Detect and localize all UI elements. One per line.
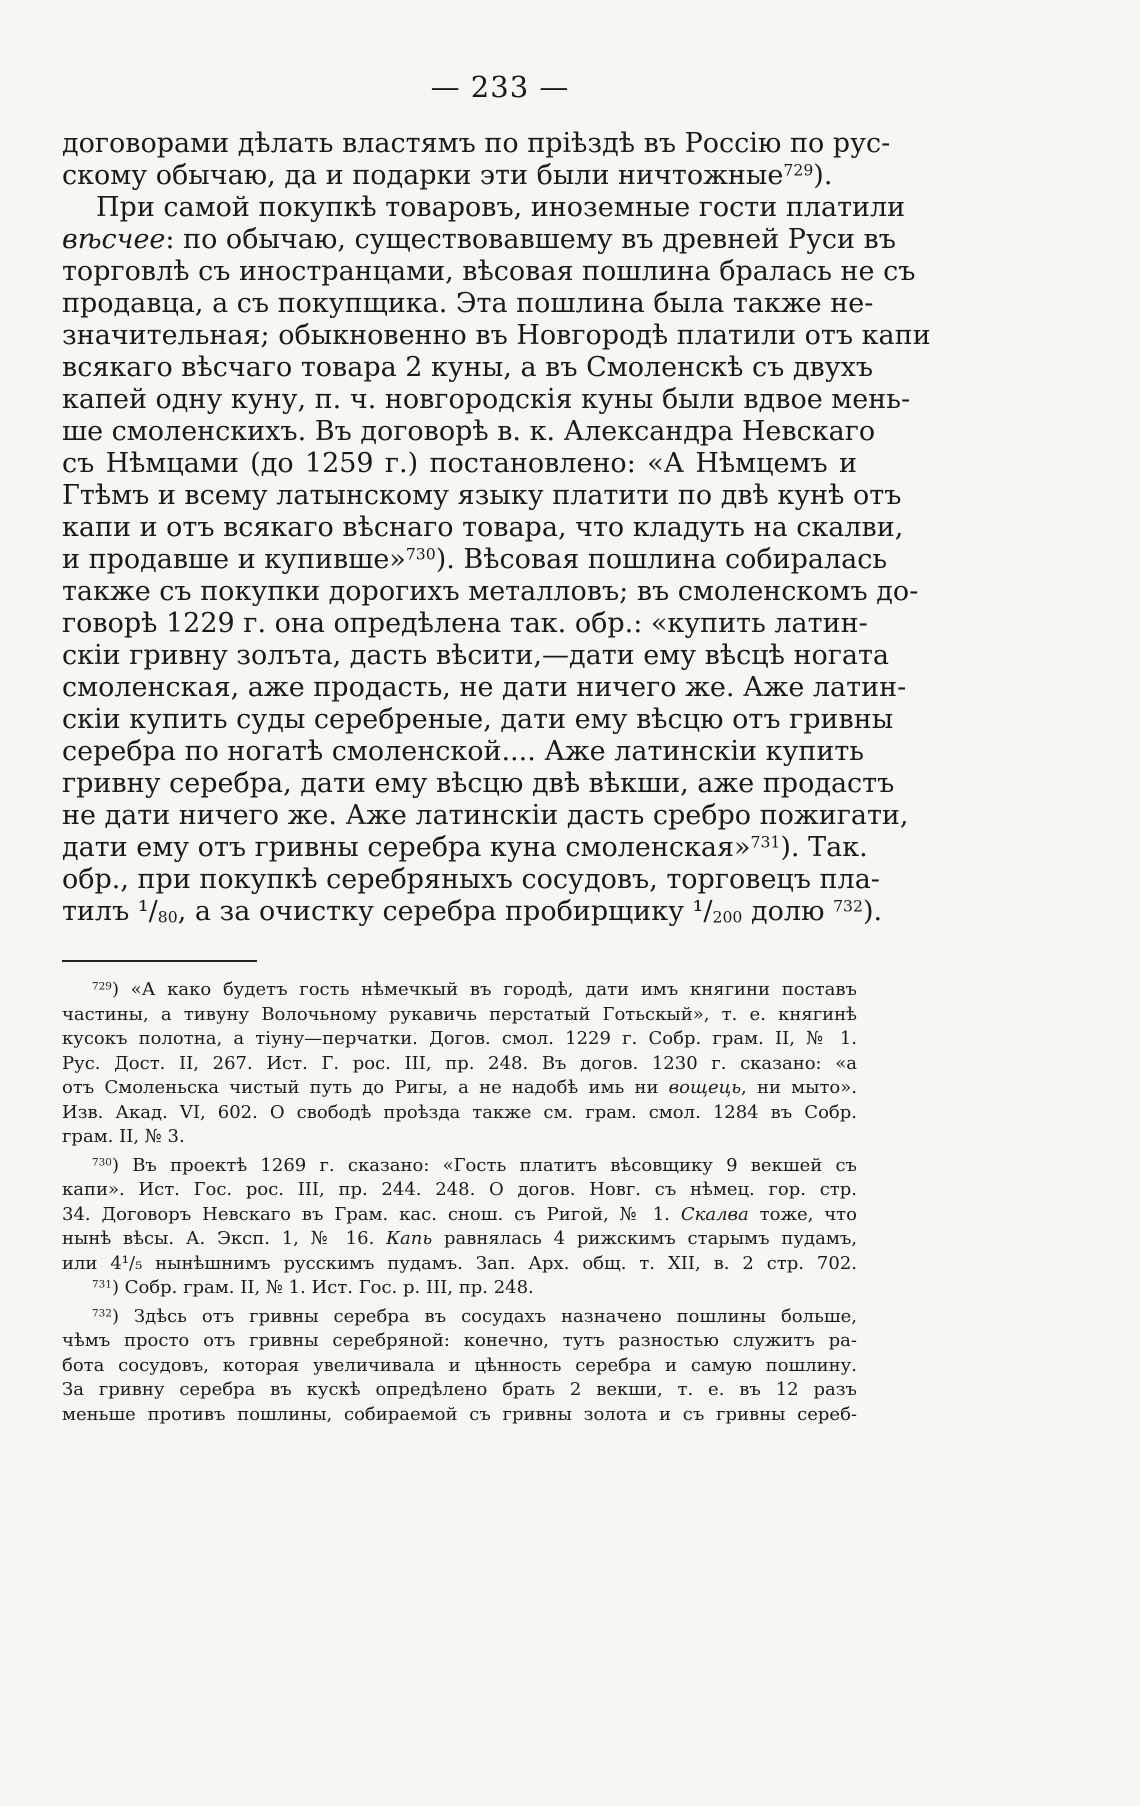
footnotes-block bbox=[62, 978, 857, 1427]
footnote-line bbox=[62, 1027, 857, 1052]
text-run: скiи гривну золъта, дасть вѣсити,—дати ему вѣсцѣ ногата bbox=[62, 640, 890, 671]
footnote-line bbox=[62, 1378, 857, 1403]
text-run: ) Въ проектѣ 1269 г. сказано: «Гость платитъ вѣсовщику 9 векшей съ bbox=[111, 1154, 857, 1176]
footnote-line bbox=[62, 1154, 857, 1179]
footnote-reference: 730 bbox=[405, 544, 436, 564]
page-number: — 233 — bbox=[430, 70, 570, 104]
text-run: скому обычаю, да и подарки эти были ничтожные bbox=[62, 160, 784, 191]
text-run: ). bbox=[862, 896, 883, 927]
body-text-line bbox=[62, 384, 911, 416]
body-text-line bbox=[62, 224, 896, 256]
text-run: , а за очистку серебра пробирщику ¹/ bbox=[177, 896, 713, 927]
text-run: обр., при покупкѣ серебряныхъ сосудовъ, торговецъ пла- bbox=[62, 864, 880, 895]
text-run: меньше противъ пошлины, собираемой съ гривны золота и съ гривны сереб- bbox=[62, 1403, 857, 1425]
footnote-line bbox=[62, 1354, 857, 1379]
text-run: продавца, а съ покупщика. Эта пошлина была также не- bbox=[62, 288, 874, 319]
footnote-marker: 730 bbox=[92, 1155, 112, 1168]
body-text-line bbox=[62, 160, 857, 192]
emphasis-term: Скалва bbox=[680, 1203, 749, 1225]
text-run: отъ Смоленьска чистый путь до Ригы, а не надобѣ имь ни bbox=[62, 1077, 669, 1098]
emphasis-term: вѣсчее bbox=[62, 224, 166, 255]
footnote-line bbox=[62, 1076, 857, 1101]
footnote-line bbox=[62, 1178, 857, 1203]
text-run: также съ покупки дорогихъ металловъ; въ смоленскомъ до- bbox=[62, 576, 919, 607]
emphasis-term: Капь bbox=[386, 1228, 433, 1249]
text-run: долю bbox=[742, 896, 834, 927]
text-run: гривну серебра, дати ему вѣсцю двѣ вѣкши, аже продастъ bbox=[62, 768, 895, 799]
footnote-reference: 732 bbox=[833, 896, 863, 916]
text-run: всякаго вѣсчаго товара 2 куны, а въ Смоленскѣ съ двухъ bbox=[62, 352, 874, 383]
text-run: договорами дѣлать властямъ по прiѣздѣ въ Россiю по рус- bbox=[62, 128, 891, 159]
body-text-line bbox=[62, 320, 931, 352]
footnote-marker: 732 bbox=[92, 1306, 112, 1319]
body-text-line bbox=[62, 352, 874, 384]
text-run: Рус. Дост. II, 267. Ист. Г. рос. III, пр. 248. Въ догов. 1230 г. сказано: «а bbox=[62, 1052, 857, 1074]
footnote-line bbox=[62, 1125, 857, 1150]
text-run: капей одну куну, п. ч. новгородскiя куны были вдвое мень- bbox=[62, 384, 911, 415]
body-text-line bbox=[62, 768, 895, 800]
body-text-line bbox=[62, 448, 857, 480]
body-text-line bbox=[62, 864, 880, 896]
text-run: ). Так. bbox=[780, 832, 868, 863]
footnote-reference: 731 bbox=[750, 832, 781, 852]
text-run: съ Нѣмцами (до 1259 г.) постановлено: «А Нѣмцемъ и bbox=[62, 448, 857, 479]
text-run: торговлѣ съ иностранцами, вѣсовая пошлина бралась не съ bbox=[62, 256, 916, 287]
text-run: За гривну серебра въ кускѣ опредѣлено брать 2 векши, т. е. въ 12 разъ bbox=[62, 1379, 857, 1400]
text-run: грам. II, № 3. bbox=[62, 1126, 185, 1147]
body-text-line bbox=[62, 128, 891, 160]
body-text-line bbox=[62, 896, 883, 928]
footnote-line bbox=[62, 1003, 857, 1028]
text-run: кусокъ полотна, а тiуну—перчатки. Догов. смол. 1229 г. Собр. грам. II, № 1. bbox=[62, 1028, 857, 1049]
fraction-denominator: 200 bbox=[712, 907, 743, 927]
body-text-line bbox=[62, 544, 888, 576]
body-text-line bbox=[62, 416, 876, 448]
footnote-line bbox=[62, 978, 857, 1003]
text-run: серебра по ногатѣ смоленской.... Аже латинскiи купить bbox=[62, 736, 864, 767]
text-run: частины, а тивуну Волочьному рукавичь перстатый Готьскый», т. е. княгинѣ bbox=[62, 1003, 857, 1025]
body-text-line bbox=[62, 512, 904, 544]
text-run: , ни мыто». bbox=[741, 1077, 857, 1098]
footnote-line bbox=[62, 1329, 857, 1354]
emphasis-term: вощець bbox=[668, 1077, 742, 1098]
body-text-line bbox=[62, 288, 874, 320]
footnote-line bbox=[62, 1276, 857, 1301]
body-text-line bbox=[62, 256, 916, 288]
text-run: : по обычаю, существовавшему въ древней Руси въ bbox=[165, 224, 896, 255]
text-run: значительная; обыкновенно въ Новгородѣ платили отъ капи bbox=[62, 320, 931, 351]
body-text-line bbox=[62, 608, 868, 640]
text-run: капи и отъ всякаго вѣснаго товара, что кладуть на скалви, bbox=[62, 512, 904, 543]
footnote-line bbox=[62, 1305, 857, 1330]
text-run: ) «А како будетъ гость нѣмечкый въ городѣ, дати имъ княгини поставъ bbox=[111, 979, 857, 1000]
body-text-line bbox=[62, 640, 890, 672]
text-run: или 4¹/₅ нынѣшнимъ русскимъ пудамъ. Зап. Арх. общ. т. XII, в. 2 стр. 702. bbox=[62, 1252, 857, 1274]
footnote-line bbox=[62, 1403, 857, 1428]
body-text-line bbox=[62, 672, 907, 704]
text-run: говорѣ 1229 г. она опредѣлена так. обр.: «купить латин- bbox=[62, 608, 868, 639]
body-text-line bbox=[62, 576, 919, 608]
body-text-line bbox=[62, 480, 902, 512]
text-run: 34. Договоръ Невскаго въ Грам. кас. снош. съ Ригой, № 1. bbox=[62, 1203, 681, 1225]
text-run: ) Здѣсь отъ гривны серебра въ сосудахъ назначено пошлины больше, bbox=[111, 1305, 857, 1327]
footnote-separator bbox=[62, 960, 257, 962]
text-run: чѣмъ просто отъ гривны серебряной: конечно, тутъ разностью служитъ ра- bbox=[62, 1330, 857, 1351]
footnote-marker: 731 bbox=[92, 1278, 112, 1291]
text-run: не дати ничего же. Аже латинскiи дасть сребро пожигати, bbox=[62, 800, 909, 831]
footnote-line bbox=[62, 1052, 857, 1077]
text-run: Изв. Акад. VI, 602. О свободѣ проѣзда также см. грам. смол. 1284 въ Собр. bbox=[62, 1101, 857, 1123]
text-run: тилъ ¹/ bbox=[62, 896, 158, 927]
fraction-denominator: 80 bbox=[157, 907, 178, 927]
body-text-line bbox=[62, 736, 864, 768]
text-run: смоленская, аже продасть, не дати ничего же. Аже латин- bbox=[62, 672, 907, 703]
body-text-line bbox=[62, 192, 906, 224]
text-run: нынѣ вѣсы. А. Эксп. 1, № 16. bbox=[62, 1228, 387, 1249]
footnote-marker: 729 bbox=[92, 980, 112, 993]
text-run: Гтѣмъ и всему латынскому языку платити по двѣ кунѣ отъ bbox=[62, 480, 902, 511]
text-run: ). Вѣсовая пошлина собиралась bbox=[435, 544, 888, 575]
footnote-line bbox=[62, 1227, 857, 1252]
body-text-line bbox=[62, 832, 868, 864]
text-run: При самой покупкѣ товаровъ, иноземные гости платили bbox=[96, 192, 906, 223]
footnote-reference: 729 bbox=[783, 160, 814, 180]
footnote-line bbox=[62, 1252, 857, 1277]
text-run: капи». Ист. Гос. рос. III, пр. 244. 248. О догов. Новг. съ нѣмец. гор. стр. bbox=[62, 1179, 857, 1200]
footnote-line bbox=[62, 1101, 857, 1126]
text-run: и продавше и купивше» bbox=[62, 544, 406, 575]
body-text-line bbox=[62, 800, 909, 832]
text-run: ). bbox=[813, 160, 833, 191]
text-run: ше смоленскихъ. Въ договорѣ в. к. Александра Невскаго bbox=[62, 416, 876, 447]
main-text-block bbox=[62, 128, 931, 928]
footnote-line bbox=[62, 1203, 857, 1228]
text-run: ) Собр. грам. II, № 1. Ист. Гос. р. III, пр. 248. bbox=[111, 1277, 534, 1298]
text-run: дати ему отъ гривны серебра куна смоленская» bbox=[62, 832, 751, 863]
text-run: равнялась 4 рижскимъ старымъ пудамъ, bbox=[432, 1228, 857, 1249]
text-run: бота сосудовъ, которая увеличивала и цѣнность серебра и самую пошлину. bbox=[62, 1354, 857, 1376]
body-text-line bbox=[62, 704, 894, 736]
text-run: тоже, что bbox=[748, 1203, 857, 1225]
text-run: скiи купить суды серебреные, дати ему вѣсцю отъ гривны bbox=[62, 704, 894, 735]
